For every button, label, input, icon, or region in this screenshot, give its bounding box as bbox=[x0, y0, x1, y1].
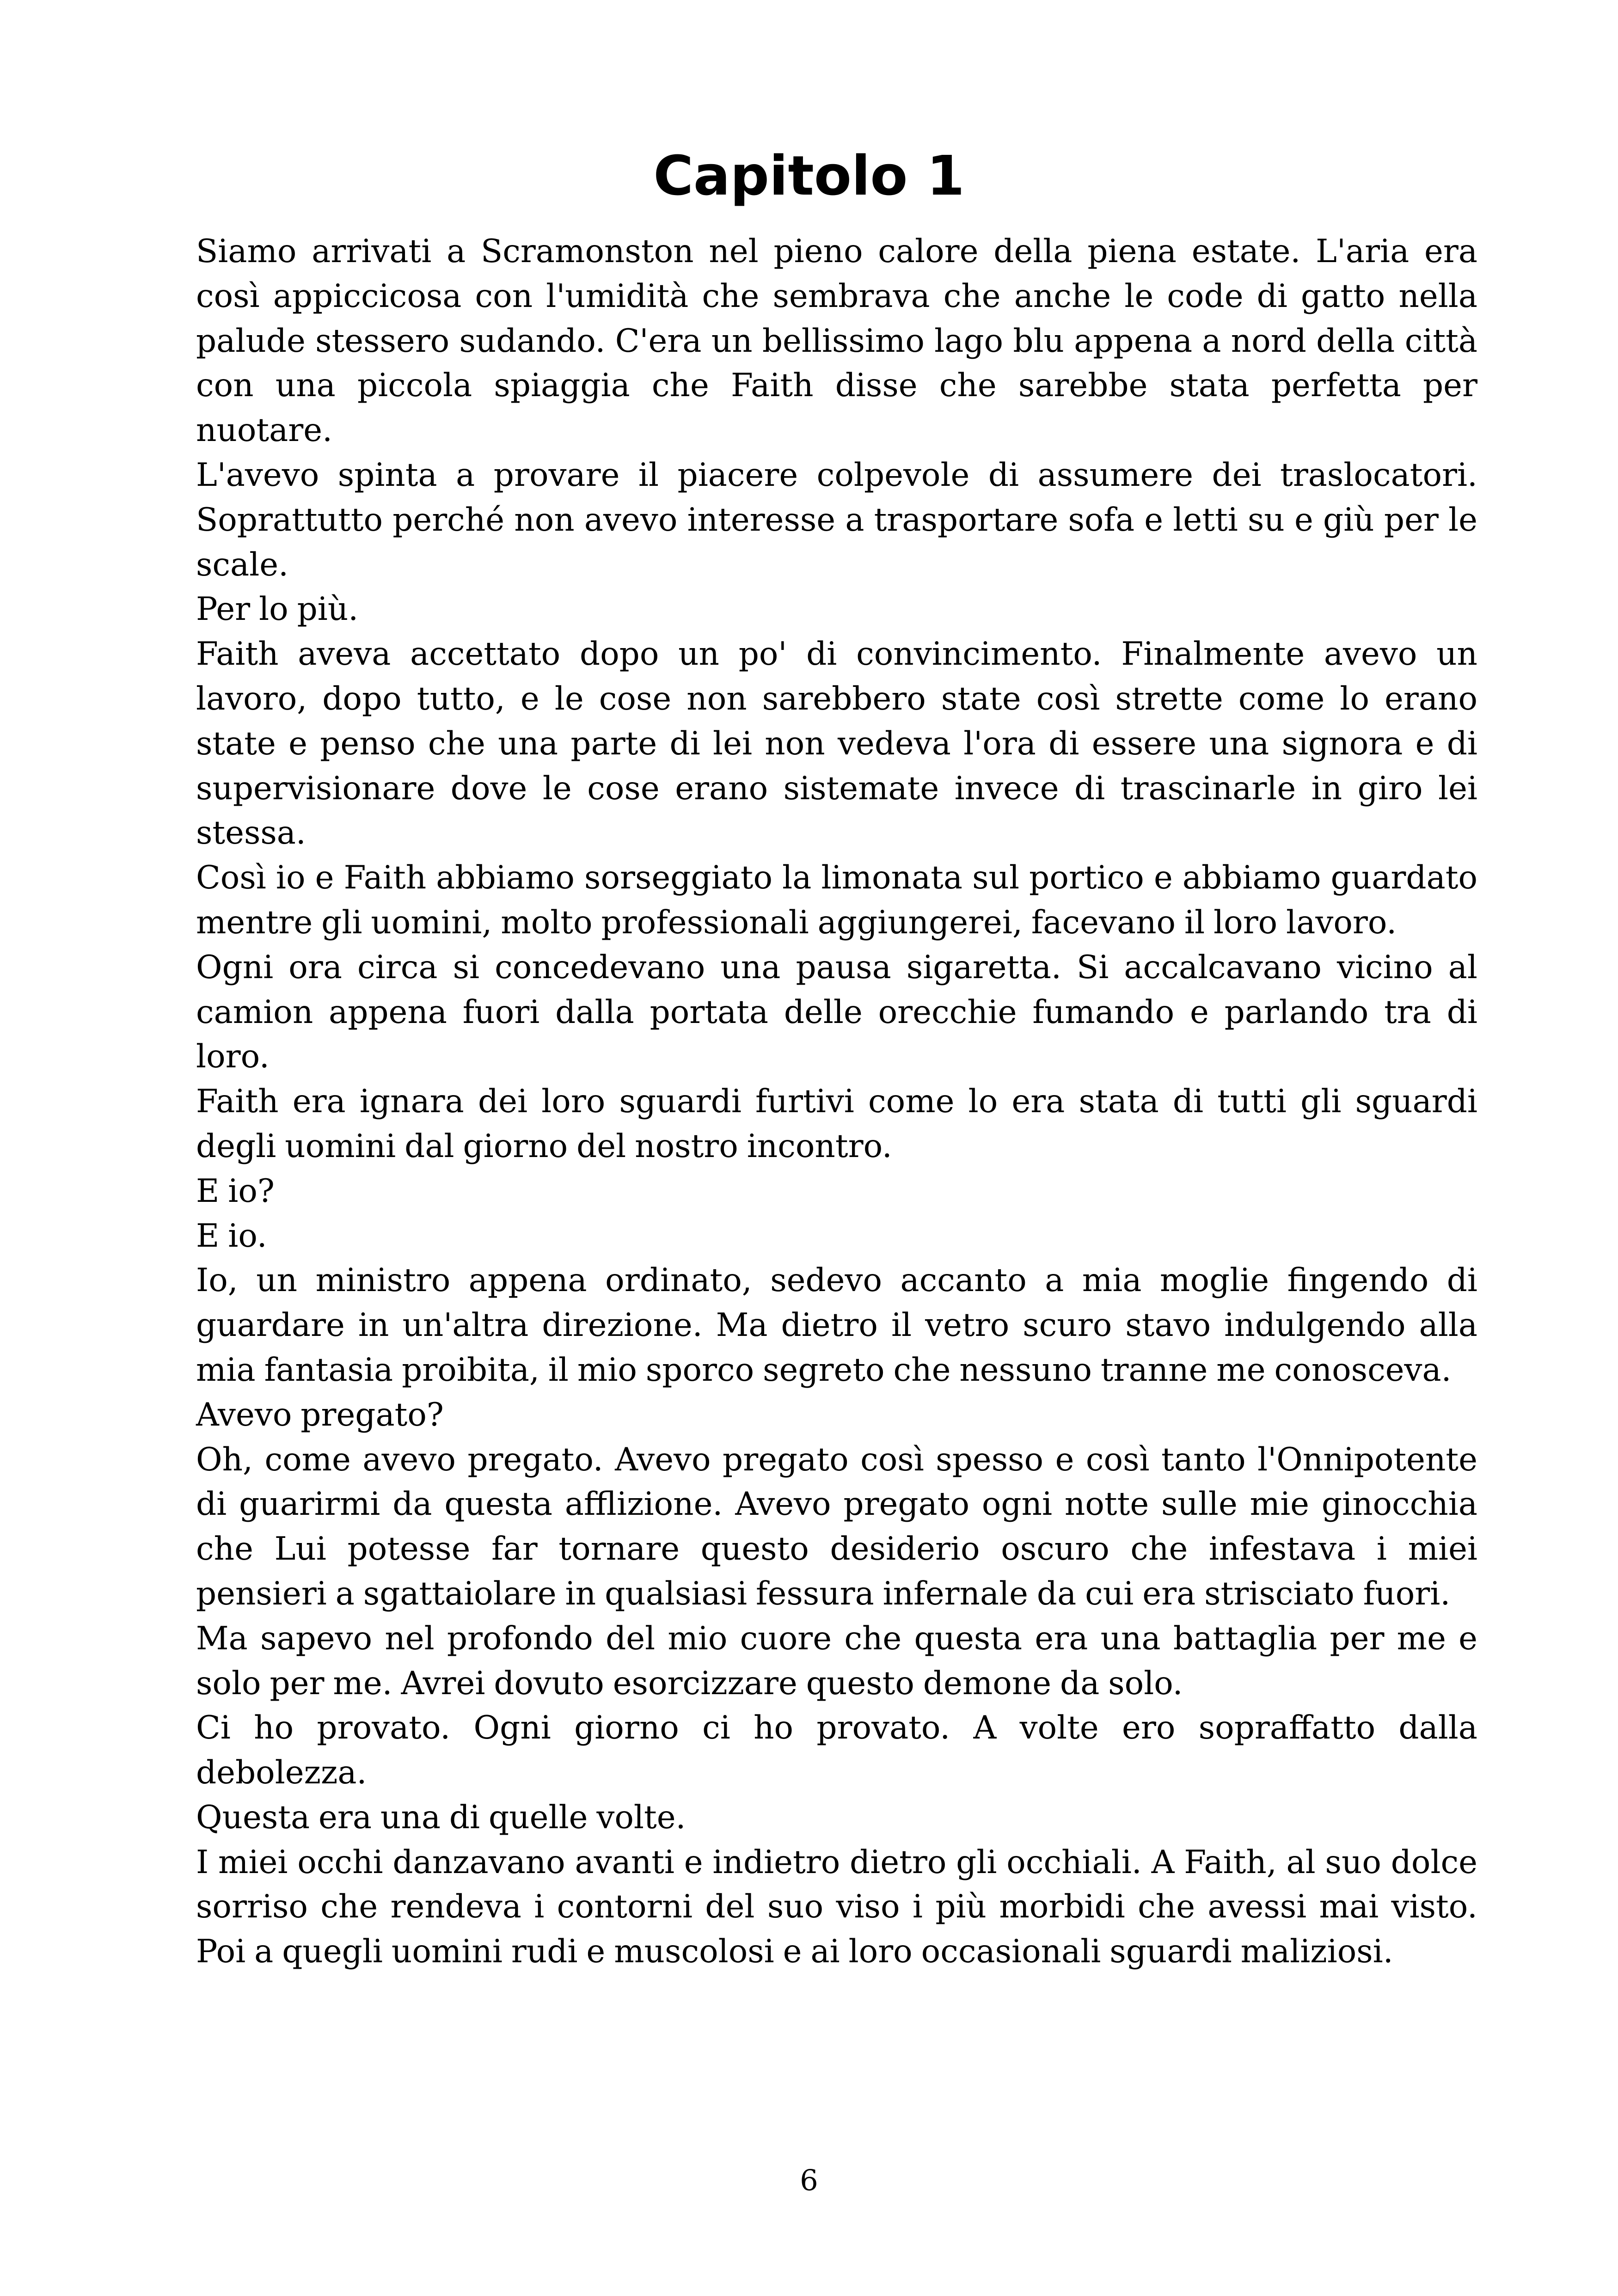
paragraph: Così io e Faith abbiamo sorseggiato la limonata sul portico e abbiamo guardato mentre gli uomini, molto professionali aggiungerei, facevano il loro lavoro. bbox=[196, 859, 1477, 941]
paragraph: Ma sapevo nel profondo del mio cuore che questa era una battaglia per me e solo per me. Avrei dovuto esorcizzare questo demone da solo. bbox=[196, 1620, 1477, 1702]
paragraph: Avevo pregato? bbox=[196, 1396, 444, 1433]
paragraph: Ci ho provato. Ogni giorno ci ho provato. A volte ero sopraffatto dalla debolezza. bbox=[196, 1709, 1477, 1792]
paragraph: E io. bbox=[196, 1217, 267, 1255]
paragraph: L'avevo spinta a provare il piacere colpevole di assumere dei traslocatori. Soprattutto perché non avevo interesse a trasportare sofa e letti su e giù per le scale. bbox=[196, 456, 1477, 583]
chapter-body bbox=[196, 229, 1477, 1974]
paragraph: Per lo più. bbox=[196, 591, 359, 628]
chapter-title: Capitolo 1 bbox=[653, 144, 965, 208]
paragraph: Faith era ignara dei loro sguardi furtivi come lo era stata di tutti gli sguardi degli uomini dal giorno del nostro incontro. bbox=[196, 1083, 1477, 1165]
paragraph: Ogni ora circa si concedevano una pausa sigaretta. Si accalcavano vicino al camion appena fuori dalla portata delle orecchie fumando e parlando tra di loro. bbox=[196, 949, 1477, 1076]
paragraph: Siamo arrivati a Scramonston nel pieno calore della piena estate. L'aria era così appiccicosa con l'umidità che sembrava che anche le code di gatto nella palude stessero sudando. C'era un bellissimo lago blu appena a nord della città con una piccola spiaggia che Faith disse che sarebbe stata perfetta per nuotare. bbox=[196, 233, 1477, 449]
paragraph: I miei occhi danzavano avanti e indietro dietro gli occhiali. A Faith, al suo dolce sorriso che rendeva i contorni del suo viso i più morbidi che avessi mai visto. Poi a quegli uomini rudi e muscolosi e ai loro occasionali sguardi maliziosi. bbox=[196, 1843, 1477, 1971]
paragraph: E io? bbox=[196, 1172, 275, 1210]
paragraph: Questa era una di quelle volte. bbox=[196, 1799, 686, 1836]
paragraph: Faith aveva accettato dopo un po' di convincimento. Finalmente avevo un lavoro, dopo tutto, e le cose non sarebbero state così strette come lo erano state e penso che una parte di lei non vedeva l'ora di essere una signora e di supervisionare dove le cose erano sistemate invece di trascinarle in giro lei stessa. bbox=[196, 636, 1477, 852]
paragraph: Oh, come avevo pregato. Avevo pregato così spesso e così tanto l'Onnipotente di guarirmi da questa afflizione. Avevo pregato ogni notte sulle mie ginocchia che Lui potesse far tornare questo desiderio oscuro che infestava i miei pensieri a sgattaiolare in qualsiasi fessura infernale da cui era strisciato fuori. bbox=[196, 1441, 1477, 1612]
paragraph: Io, un ministro appena ordinato, sedevo accanto a mia moglie fingendo di guardare in un'altra direzione. Ma dietro il vetro scuro stavo indulgendo alla mia fantasia proibita, il mio sporco segreto che nessuno tranne me conosceva. bbox=[196, 1262, 1477, 1389]
page-number: 6 bbox=[800, 2163, 818, 2197]
